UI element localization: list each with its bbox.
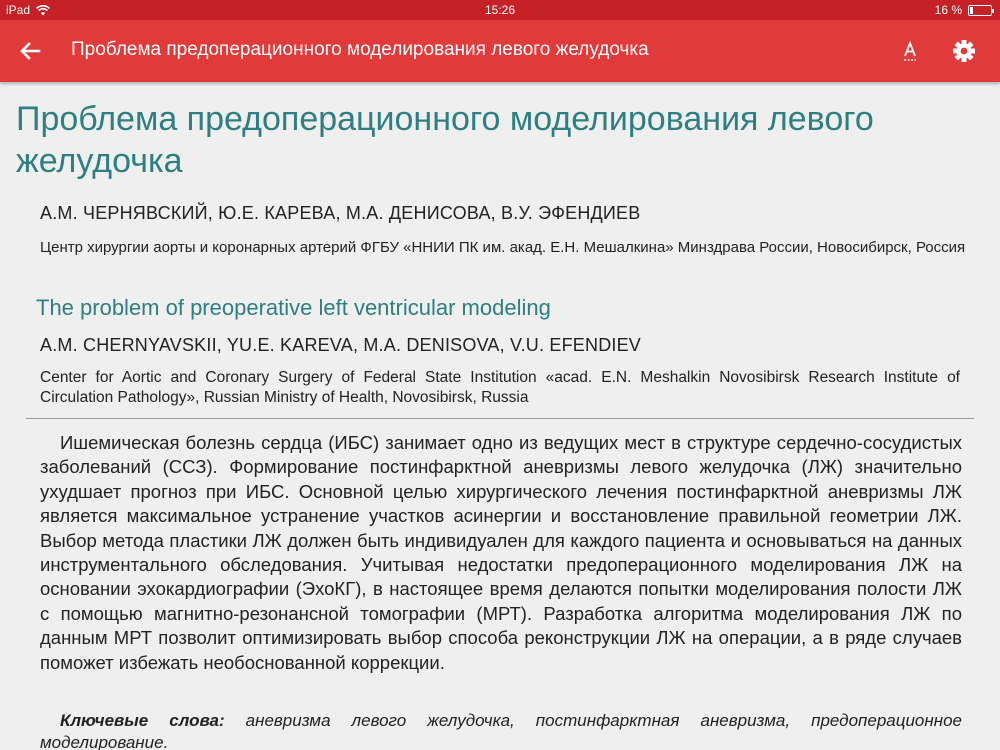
device-name: iPad <box>6 3 31 17</box>
title-en: The problem of preoperative left ventricular modeling <box>36 295 551 320</box>
font-size-icon <box>894 35 926 67</box>
keywords <box>40 710 962 750</box>
affiliation-ru: Центр хирургии аорты и коронарных артерий ФГБУ «ННИИ ПК им. акад. Е.Н. Мешалкина» Минздрава России, Новосибирск, Россия <box>40 239 966 256</box>
status-bar <box>0 0 1000 20</box>
article-title: Проблема предоперационного моделирования левого желудочка <box>16 100 874 180</box>
battery-icon <box>968 5 992 16</box>
authors-en: A.M. CHERNYAVSKII, YU.E. KAREVA, M.A. DENISOVA, V.U. EFENDIEV <box>40 335 642 355</box>
gear-icon <box>948 35 980 67</box>
status-right <box>935 3 992 17</box>
status-time: 15:26 <box>484 3 516 17</box>
authors-ru: А.М. ЧЕРНЯВСКИЙ, Ю.Е. КАРЕВА, М.А. ДЕНИСОВА, В.У. ЭФЕНДИЕВ <box>40 203 641 223</box>
affiliation-en: Center for Aortic and Coronary Surgery of Federal State Institution «acad. E.N. Meshalkin Novosibirsk Research Institute of Circulation Pathology», Russian Ministry of Health, Novosibirsk, Russia <box>40 369 960 406</box>
app-bar-title: Проблема предоперационного моделирования левого желудочка <box>71 39 649 60</box>
article-content[interactable] <box>0 82 1000 750</box>
keywords-text: аневризма левого желудочка, постинфарктная аневризма, предоперационное моделирование. <box>40 711 962 750</box>
settings-button[interactable] <box>948 35 980 67</box>
back-button[interactable] <box>14 35 46 67</box>
battery-percent: 16 % <box>934 3 962 17</box>
abstract: Ишемическая болезнь сердца (ИБС) занимает одно из ведущих мест в структуре сердечно-сосудистых заболеваний (ССЗ). Формирование постинфарктной аневризмы левого желудочка (ЛЖ) значительно ухудшает прогноз при ИБС. Основной целью хирургического лечения постинфарктной аневризмы ЛЖ является максимальное устранение участков асинергии и восстановление правильной геометрии ЛЖ. Выбор метода пластики ЛЖ должен быть индивидуален для каждого пациента и основываться на данных инструментального обследования. Учитывая недостатки предоперационного моделирования ЛЖ на основании эхокардиографии (ЭхоКГ), в настоящее время делаются попытки моделирования полости ЛЖ с помощью магнитно-резонансной томографии (МРТ). Разработка алгоритма моделирования ЛЖ по данным МРТ позволит оптимизировать выбор способа реконструкции ЛЖ на операции, а в ряде случаев поможет избежать необоснованной коррекции. <box>40 432 962 673</box>
divider <box>26 418 974 419</box>
arrow-left-icon <box>14 35 46 67</box>
app-bar <box>0 20 1000 82</box>
font-size-button[interactable] <box>894 35 926 67</box>
battery-fill <box>970 7 973 14</box>
keywords-label: Ключевые слова: <box>60 711 225 730</box>
